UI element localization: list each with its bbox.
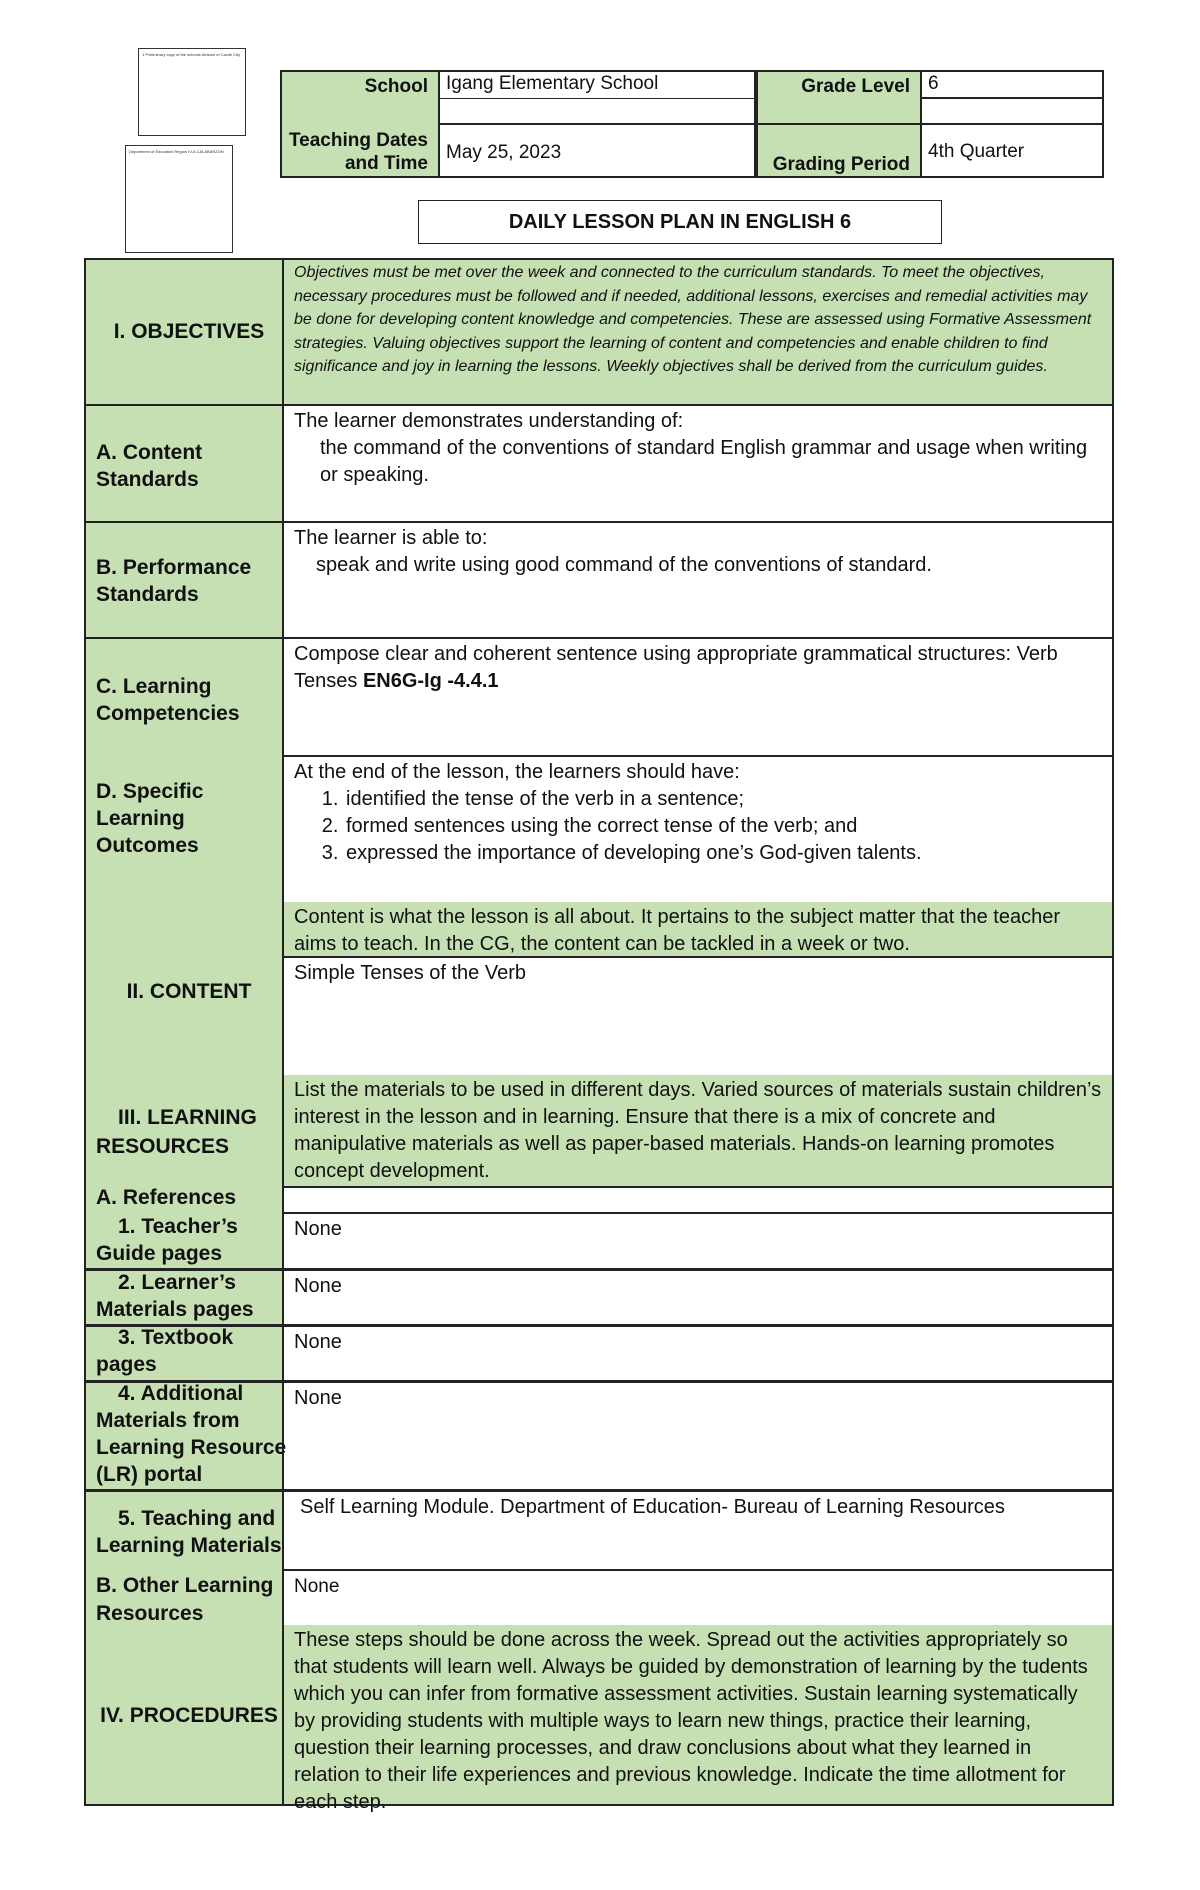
outcomes-label-2: Learning bbox=[96, 807, 185, 830]
references-right-cell bbox=[284, 1188, 1112, 1214]
dates-label-line1: Teaching Dates bbox=[288, 130, 428, 151]
tm-label bbox=[96, 1505, 282, 1559]
lm-value-cell bbox=[284, 1271, 1112, 1326]
content-standards-cell bbox=[284, 406, 1112, 523]
objectives-note: Objectives must be met over the week and connected to the curriculum standards. To meet the objectives, necessary procedures must be followed and if needed, additional lessons, exercises and remedial activities may be done for developing content knowledge and competencies. These are assessed using Formative Assessment strategies. Valuing objectives support the learning of content and competencies and enable children to find significance and joy in learning the lessons. Weekly objectives shall be derived from the curriculum guides. bbox=[294, 264, 1092, 375]
lr-label-2: Materials from bbox=[96, 1409, 240, 1432]
logo-box-2-text: Department of Education Region IV-A CALABARZON bbox=[129, 149, 224, 154]
header-table bbox=[280, 70, 1104, 178]
grade-value: 6 bbox=[928, 73, 939, 94]
lm-label bbox=[96, 1269, 254, 1323]
performance-standards-label-1: B. Performance bbox=[96, 556, 252, 579]
lr-label-3: Learning Resource bbox=[96, 1436, 287, 1459]
objectives-left-divider bbox=[86, 404, 284, 406]
other-label bbox=[96, 1572, 273, 1628]
objectives-label-text: I. OBJECTIVES bbox=[113, 319, 265, 343]
competencies-text: Compose clear and coherent sentence using appropriate grammatical structures: Verb Tenses bbox=[294, 643, 1058, 692]
header-divider-1 bbox=[754, 70, 758, 178]
content-standards-label-2: Standards bbox=[96, 468, 199, 491]
period-label: Grading Period bbox=[772, 154, 910, 175]
school-value: Igang Elementary School bbox=[446, 73, 659, 94]
content-note: Content is what the lesson is all about. It pertains to the subject matter that the teacher aims to teach. In the CG, the content can be tackled in a week or two. bbox=[294, 906, 1060, 955]
outcomes-intro: At the end of the lesson, the learners should have: bbox=[294, 761, 740, 783]
outcomes-label-1: D. Specific bbox=[96, 780, 204, 803]
competencies-label-1: C. Learning bbox=[96, 675, 212, 698]
procedures-note-cell bbox=[284, 1625, 1112, 1813]
lr-value: None bbox=[294, 1387, 342, 1409]
content-standards-label-1: A. Content bbox=[96, 441, 203, 464]
references-label: A. References bbox=[96, 1186, 237, 1209]
resources-label-2: RESOURCES bbox=[96, 1135, 230, 1158]
outcomes-cell bbox=[284, 757, 1112, 901]
procedures-label-text: IV. PROCEDURES bbox=[100, 1703, 278, 1727]
outcome-item: 2. formed sentences using the correct tense of the verb; and bbox=[344, 813, 1102, 840]
resources-note: List the materials to be used in different days. Varied sources of materials sustain children’s interest in the lesson and in learning. Ensure that there is a mix of concrete and manipulative materials as well as paper-based materials. Hands-on learning promotes concept development. bbox=[294, 1079, 1102, 1182]
dates-label-line2: and Time bbox=[344, 153, 428, 174]
other-value-cell bbox=[284, 1571, 1112, 1625]
lr-label bbox=[96, 1380, 286, 1488]
performance-standards-cell bbox=[284, 523, 1112, 639]
logo-box-2 bbox=[125, 145, 233, 253]
school-label: School bbox=[364, 76, 428, 97]
tb-value-cell bbox=[284, 1327, 1112, 1382]
outcomes-label bbox=[96, 778, 203, 859]
dates-value: May 25, 2023 bbox=[446, 142, 562, 163]
content-note-cell bbox=[284, 902, 1112, 958]
performance-standards-line2: speak and write using good command of the conventions of standard. bbox=[316, 554, 932, 576]
content-standards-line1: The learner demonstrates understanding of: bbox=[294, 410, 684, 432]
other-value: None bbox=[294, 1576, 340, 1597]
performance-standards-label-2: Standards bbox=[96, 583, 199, 606]
content-value: Simple Tenses of the Verb bbox=[294, 962, 526, 984]
lr-label-1: 4. Additional bbox=[118, 1382, 244, 1405]
resources-note-cell bbox=[284, 1075, 1112, 1188]
outcomes-label-3: Outcomes bbox=[96, 834, 199, 857]
objectives-note-cell bbox=[284, 260, 1112, 406]
page-title: DAILY LESSON PLAN IN ENGLISH 6 bbox=[508, 210, 852, 233]
tg-label-1: 1. Teacher’s bbox=[118, 1215, 238, 1238]
tm-label-1: 5. Teaching and bbox=[118, 1507, 276, 1530]
lm-label-1: 2. Learner’s bbox=[118, 1271, 236, 1294]
performance-left-divider bbox=[86, 637, 284, 639]
content-label bbox=[86, 976, 282, 1006]
resources-label bbox=[96, 1103, 257, 1161]
lm-value: None bbox=[294, 1275, 342, 1297]
procedures-note: These steps should be done across the week. Spread out the activities appropriately so that students will learn well. Always be guided by demonstration of learning by the tudents which you can infer from formative assessment activities. Sustain learning systematically by providing students with multiple ways to learn new things, practice their learning, question their learning processes, and draw conclusions about what they learned in relation to their life experiences and previous knowledge. Indicate the time allotment for each step. bbox=[294, 1629, 1088, 1813]
objectives-label bbox=[86, 306, 282, 356]
tm-value-cell bbox=[284, 1492, 1112, 1571]
outcomes-list bbox=[294, 786, 1102, 867]
other-label-1: B. Other Learning bbox=[96, 1574, 274, 1597]
tg-label bbox=[96, 1213, 238, 1267]
outcome-item: 1. identified the tense of the verb in a sentence; bbox=[344, 786, 1102, 813]
competencies-label bbox=[96, 673, 240, 727]
content-label-text: II. CONTENT bbox=[126, 979, 252, 1003]
tg-label-2: Guide pages bbox=[96, 1242, 223, 1265]
procedures-label bbox=[86, 1700, 282, 1730]
tm-label-2: Learning Materials bbox=[96, 1534, 282, 1557]
content-standards-label bbox=[96, 439, 202, 493]
tg-value-cell bbox=[284, 1214, 1112, 1270]
competencies-cell bbox=[284, 639, 1112, 757]
grade-sub-cell bbox=[920, 99, 1104, 125]
lm-label-2: Materials pages bbox=[96, 1298, 254, 1321]
resources-label-1: III. LEARNING bbox=[118, 1106, 257, 1129]
competencies-code: EN6G-Ig -4.4.1 bbox=[362, 670, 499, 692]
title-box bbox=[418, 200, 942, 244]
header-top-line-2 bbox=[756, 70, 920, 72]
period-value: 4th Quarter bbox=[928, 141, 1025, 162]
other-label-2: Resources bbox=[96, 1602, 204, 1625]
school-sub-cell bbox=[438, 99, 756, 125]
tm-value: Self Learning Module. Department of Education- Bureau of Learning Resources bbox=[300, 1496, 1005, 1518]
logo-box-1-text: 1 Preliminary copy of the schools division of Cavite City bbox=[142, 52, 241, 57]
content-standards-line2: the command of the conventions of standard English grammar and usage when writing or speaking. bbox=[320, 437, 1088, 486]
performance-standards-label bbox=[96, 554, 251, 608]
competencies-label-2: Competencies bbox=[96, 702, 240, 725]
tb-label-2: pages bbox=[96, 1353, 157, 1376]
content-left-divider bbox=[86, 521, 284, 523]
performance-standards-line1: The learner is able to: bbox=[294, 527, 488, 549]
tb-label-1: 3. Textbook bbox=[118, 1326, 234, 1349]
tb-value: None bbox=[294, 1331, 342, 1353]
logo-box-1 bbox=[138, 48, 246, 136]
outcome-item: 3. expressed the importance of developing one’s God-given talents. bbox=[344, 840, 1102, 867]
tb-label bbox=[96, 1324, 233, 1378]
header-top-line bbox=[280, 70, 438, 72]
lr-value-cell bbox=[284, 1383, 1112, 1491]
tg-value: None bbox=[294, 1218, 342, 1240]
grade-label: Grade Level bbox=[801, 76, 910, 97]
lr-label-4: (LR) portal bbox=[96, 1463, 203, 1486]
content-value-cell bbox=[284, 958, 1112, 1075]
